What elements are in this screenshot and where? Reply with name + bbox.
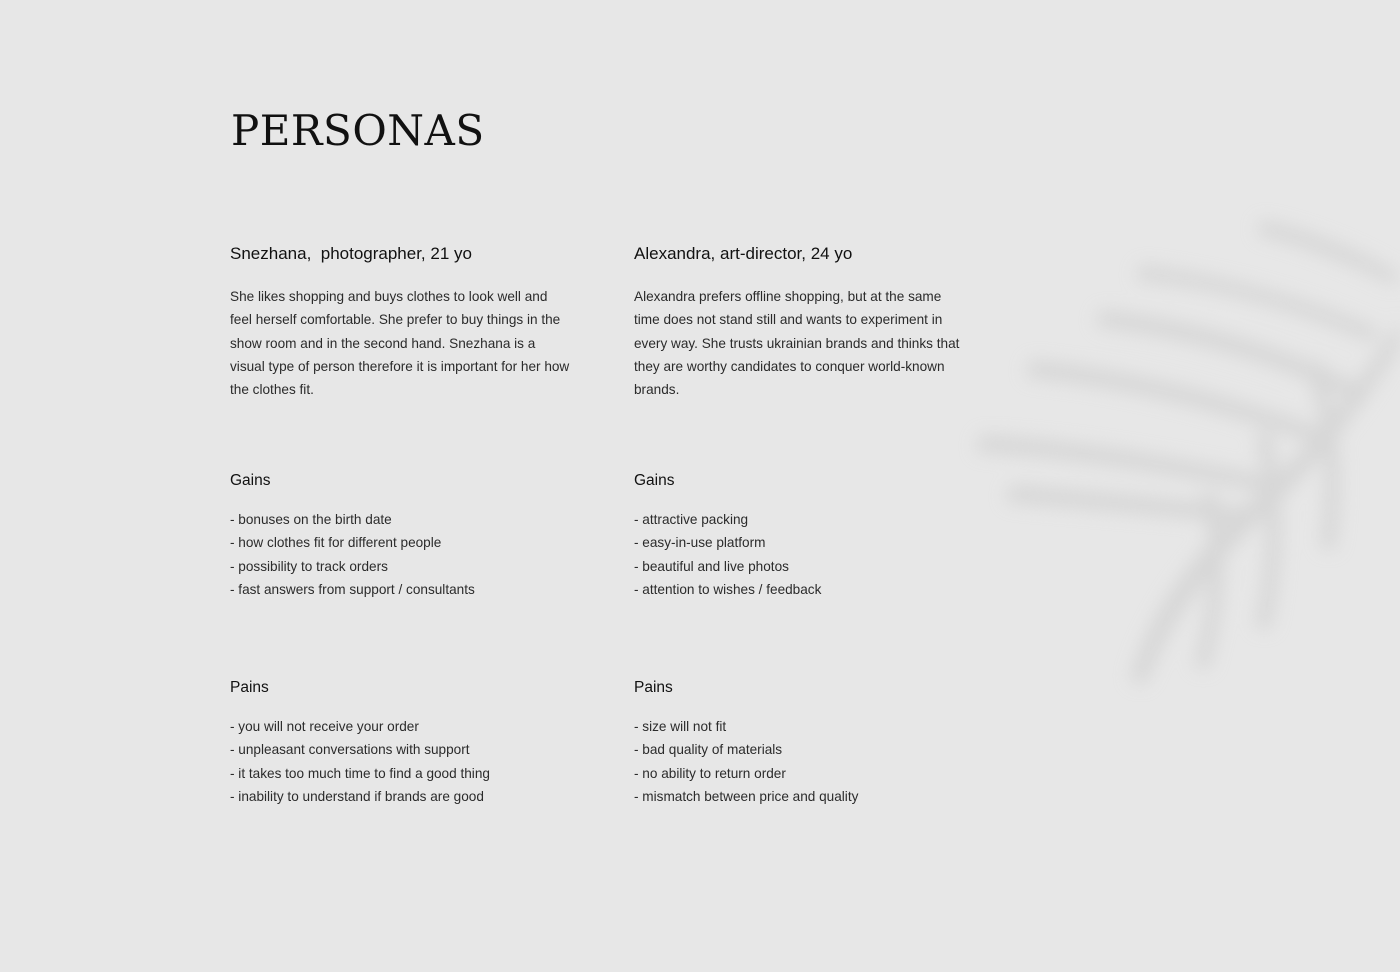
pains-list <box>634 715 858 808</box>
persona-description: She likes shopping and buys clothes to look well and feel herself comfortable. She prefer to buy things in the show room and in the second hand. Snezhana is a visual type of person therefore it is important for her how the clothes fit. <box>230 289 570 398</box>
list-item: - bonuses on the birth date <box>230 512 392 527</box>
list-item: - attractive packing <box>634 512 749 527</box>
pains-list <box>230 715 490 808</box>
gains-heading: Gains <box>634 472 675 489</box>
list-item: - how clothes fit for different people <box>230 535 442 551</box>
list-item: - possibility to track orders <box>230 558 388 574</box>
persona-description: Alexandra prefers offline shopping, but at the same time does not stand still and wants to experiment in every way. She trusts ukrainian brands and thinks that they are worthy candidates to conquer world-known brands. <box>634 289 960 398</box>
persona-name: Alexandra, art-director, 24 yo <box>634 244 853 263</box>
list-item: - beautiful and live photos <box>634 558 789 574</box>
list-item: - attention to wishes / feedback <box>634 581 822 597</box>
list-item: - easy-in-use platform <box>634 535 766 551</box>
list-item: - inability to understand if brands are good <box>230 788 484 804</box>
pains-heading: Pains <box>634 679 673 696</box>
persona-card-alexandra <box>634 243 964 804</box>
gains-list <box>634 508 821 601</box>
list-item: - you will not receive your order <box>230 719 419 734</box>
list-item: - size will not fit <box>634 719 727 734</box>
list-item: - mismatch between price and quality <box>634 788 859 804</box>
gains-heading: Gains <box>230 472 271 489</box>
page-title: PERSONAS <box>231 106 485 155</box>
gains-list <box>230 508 475 601</box>
list-item: - it takes too much time to find a good thing <box>230 765 490 781</box>
pains-heading: Pains <box>230 679 269 696</box>
persona-card-snezhana <box>230 243 570 804</box>
list-item: - bad quality of materials <box>634 742 783 758</box>
list-item: - unpleasant conversations with support <box>230 742 470 758</box>
list-item: - no ability to return order <box>634 765 786 781</box>
palm-leaf-shadow-icon <box>940 180 1400 700</box>
list-item: - fast answers from support / consultants <box>230 581 475 597</box>
persona-name: Snezhana, photographer, 21 yo <box>230 244 472 263</box>
